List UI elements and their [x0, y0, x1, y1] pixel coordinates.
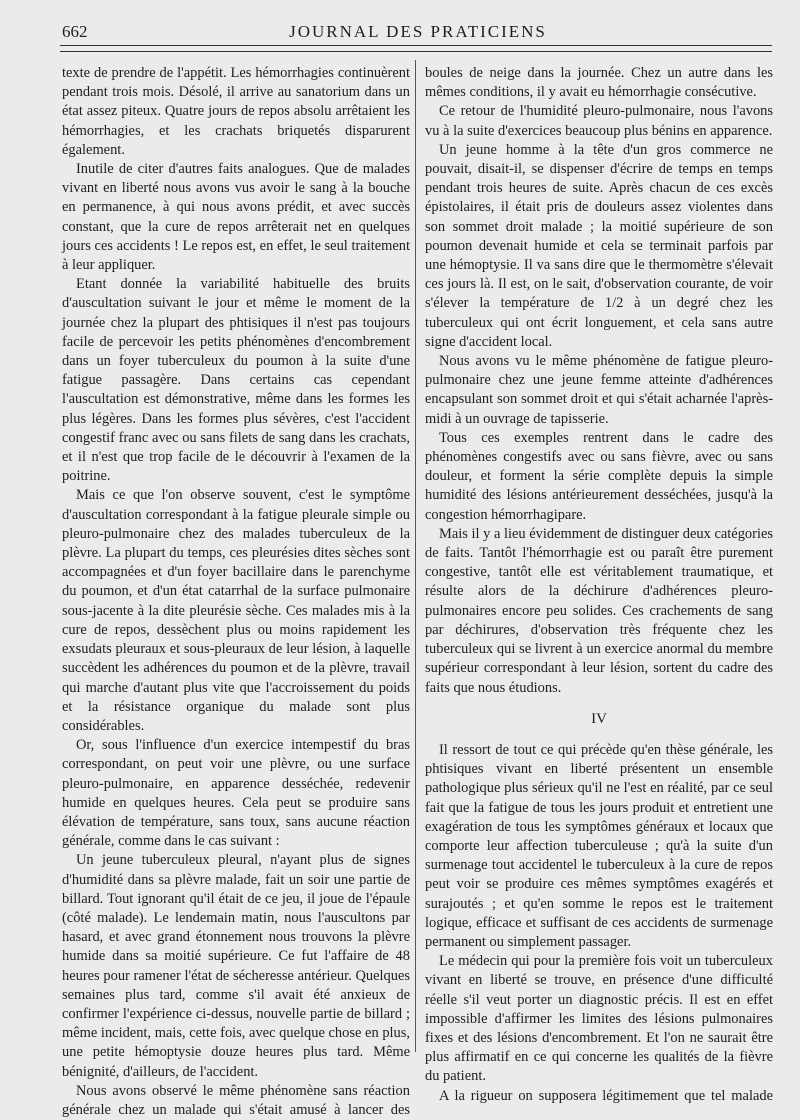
paragraph: boules de neige dans la journée. Chez un autre dans les mêmes conditions, il y avait eu hémorrhagie consécutive. — [425, 65, 773, 101]
journal-title: JOURNAL DES PRATICIENS — [289, 22, 547, 41]
paragraph: Mais il y a lieu évidemment de distinguer deux catégories de faits. Tantôt l'hémorrhagie est ou paraît être purement congestive, tantôt elle est véritablement traumatique, et résulte alors de la déchirure d'adhérences pleuro-pulmonaires encore peu solides. Ces crachements de sang par déchirures, d'observation très fréquente chez les tuberculeux qui se livrent à un exercice anormal du membre supérieur correspondant à leur lésion, sortent du cadre des faits que nous étudions. — [425, 525, 773, 696]
paragraph: Un jeune tuberculeux pleural, n'ayant plus de signes d'humidité dans sa plèvre malade, fait un soir une partie de billard. Tout ignorant qu'il était de ce jeu, il joue de l'épaule (côté malade). Le lendemain matin, nous l'auscultons par hasard, et avec grand étonnement nous trouvons la plèvre humide dans sa moitié supérieure. Ce fut l'affaire de 48 heures pour ramener l'état de sécheresse antérieur. Quelques semaines plus tard, comme s'il avait été anxieux de confirmer l'expérience ci-dessus, nouvelle partie de billard ; même incident, mais, cette fois, avec quelque chose en plus, une petite hémoptysie douze heures plus tard. Même bénignité, d'ailleurs, de l'accident. — [62, 852, 410, 1080]
running-header — [62, 18, 774, 46]
page-number: 662 — [62, 22, 88, 41]
header-rule — [60, 45, 772, 46]
paragraph: Le médecin qui pour la première fois voit un tuberculeux vivant en liberté se trouve, en présence d'une difficulté réelle s'il veut porter un diagnostic précis. Il est en effet impossible d'affirmer les limites des lésions pulmonaires fixes et des lésions d'encombrement. Et l'on ne saurait être plus affirmatif en ce qui concerne les qualités de la fièvre du patient. — [425, 953, 773, 1085]
section-heading: IV — [591, 710, 607, 727]
paragraph: Etant donnée la variabilité habituelle des bruits d'auscultation suivant le jour et même le moment de la journée chez la plupart des phtisiques il n'est pas toujours facile de percevoir les petits phénomènes d'encombrement dans un foyer tuberculeux du poumon à la suite d'une fatigue passagère. Dans certains cas cependant l'auscultation est démonstrative, même dans les formes les plus légères. Dans les formes plus sévères, c'est l'accident congestif franc avec ou sans filets de sang dans les crachats, et il n'est que trop facile de le découvrir à l'examen de la poitrine. — [62, 276, 410, 485]
paragraph: Il ressort de tout ce qui précède qu'en thèse générale, les phtisiques vivant en liberté présentent un ensemble pathologique plus sérieux qu'il ne l'est en réalité, par ce seul fait que la fatigue de tous les jours produit et entretient une exagération de tous les symptômes généraux et locaux que comporte leur affection tuberculeuse ; qu'à la suite d'un surmenage tout accidentel le tuberculeux à la cure de repos peut voir se produire ces mêmes symptômes exagérés et surajoutés ; et qu'en somme le repos est le traitement logique, efficace et suffisant de ces accidents de surmenage permanent ou simplement passager. — [425, 741, 773, 950]
paragraph: Mais ce que l'on observe souvent, c'est le symptôme d'auscultation correspondant à la fatigue pleurale simple ou pleuro-pulmonaire chez des malades tuberculeux de la plèvre. La plupart du temps, ces pleurésies dites sèches sont accompagnées et d'un foyer bacillaire dans le parenchyme du poumon, et d'un état catarrhal de la surface pulmonaire sous-jacente à la dite pleurésie sèche. Ces malades mis à la cure de repos, dessèchent plus ou moins rapidement les exsudats pleuraux et sous-pleuraux de leur lésion, à laquelle succèdent les adhérences du poumon et de la plèvre, travail qui marche d'autant plus vite que l'accroissement du poids et la résistance organique du malade sont plus considérables. — [62, 487, 410, 734]
paragraph: Or, sous l'influence d'un exercice intempestif du bras correspondant, on peut voir une plèvre, ou une surface pleuro-pulmonaire, en apparence desséchée, redevenir humide en quelques heures. Cela peut se produire sans élévation de température, sans toux, sans aucune réaction générale, comme dans le cas suivant : — [62, 737, 410, 850]
paragraph: A la rigueur on supposera légitimement que tel malade — [439, 1087, 773, 1104]
paragraph: Nous avons observé le même phénomène sans réaction générale chez un malade qui s'était amusé à lancer des — [62, 1082, 410, 1118]
right-column — [425, 64, 773, 1106]
paragraph: Tous ces exemples rentrent dans le cadre des phénomènes congestifs avec ou sans fièvre, avec ou sans douleur, et forment la série complète depuis la simple humidité des lésions antérieurement desséchées, jusqu'à la congestion hémorrhagipare. — [425, 429, 773, 523]
left-column — [62, 64, 410, 1120]
header-rule-double — [60, 51, 772, 52]
paragraph: Inutile de citer d'autres faits analogues. Que de malades vivant en liberté nous avons vus avoir le sang à la bouche en permanence, à qui nous avons prédit, et avec succès constant, que la cure de repos arrêterait net en quelques jours ces accidents ! Le repos est, en effet, le seul traitement à leur appliquer. — [62, 161, 410, 274]
column-divider — [415, 60, 416, 1052]
paragraph: Ce retour de l'humidité pleuro-pulmonaire, nous l'avons vu à la suite d'exercices beaucoup plus bénins en apparence. — [425, 103, 773, 139]
paragraph: texte de prendre de l'appétit. Les hémorrhagies continuèrent pendant trois mois. Désolé, il arrive au sanatorium dans un état assez piteux. Quatre jours de repos absolu arrêtaient les hémorrhagies, et les crachats briquetés disparurent également. — [62, 65, 410, 158]
paragraph: Un jeune homme à la tête d'un gros commerce ne pouvait, disait-il, se dispenser d'écrire de temps en temps pendant trois heures de suite. Après chacun de ces excès épistolaires, il était pris de douleurs assez violentes dans son sommet droit malade ; la moitié supérieure de son poumon devenait humide et cela se terminait parfois par une hémoptysie. Il va sans dire que le thermomètre s'élevait ces jours là. Il est, on le sait, d'observation courante, de voir s'élever la température de 1/2 à un degré chez les tuberculeux qui ont écrit longuement, et cela sans autre signe d'accident local. — [425, 141, 773, 350]
paragraph: Nous avons vu le même phénomène de fatigue pleuro-pulmonaire chez une jeune femme atteinte d'adhérences encapsulant son sommet droit et qui s'était acharnée l'après-midi à un ouvrage de tapisserie. — [425, 353, 773, 427]
